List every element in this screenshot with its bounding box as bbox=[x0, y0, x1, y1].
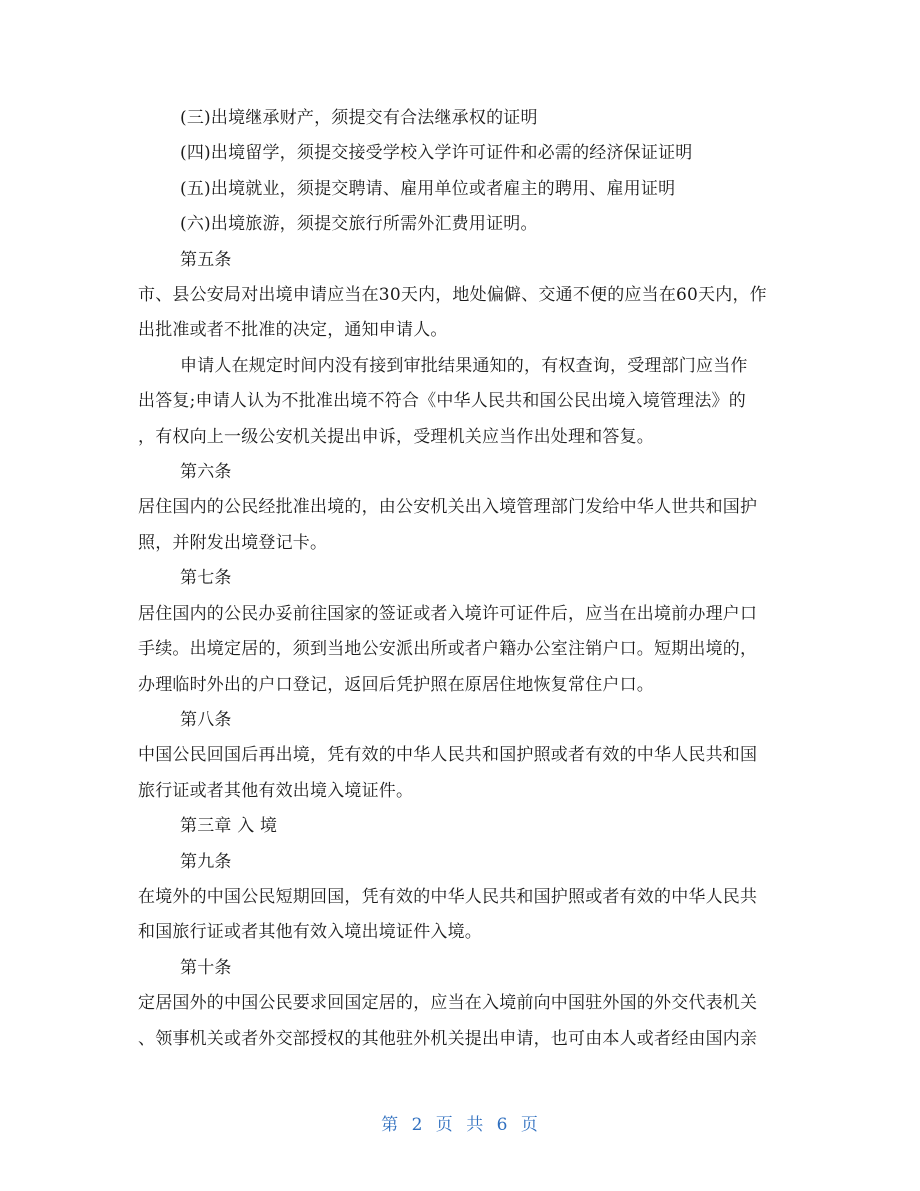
text-line: 、领事机关或者外交部授权的其他驻外机关提出申请，也可由本人或者经由国内亲 bbox=[138, 1028, 758, 1049]
text-line: 旅行证或者其他有效出境入境证件。 bbox=[138, 780, 414, 801]
footer-ye2: 页 bbox=[520, 1115, 539, 1135]
text-line: 在境外的中国公民短期回国，凭有效的中华人民共和国护照或者有效的中华人民共 bbox=[138, 886, 758, 907]
text-line: (六)出境旅游，须提交旅行所需外汇费用证明。 bbox=[180, 214, 538, 235]
text-line: 中国公民回国后再出境，凭有效的中华人民共和国护照或者有效的中华人民共和国 bbox=[138, 745, 758, 766]
text-line: 定居国外的中国公民要求回国定居的，应当在入境前向中国驻外国的外交代表机关 bbox=[138, 993, 758, 1014]
text-line: 第十条 bbox=[180, 957, 232, 978]
text-line: 出批准或者不批准的决定，通知申请人。 bbox=[138, 320, 448, 341]
footer-ye: 页 bbox=[435, 1115, 454, 1135]
text-line: 第五条 bbox=[180, 249, 232, 270]
text-line: 市、县公安局对出境申请应当在30天内，地处偏僻、交通不便的应当在60天内，作 bbox=[138, 285, 767, 306]
text-line: 照，并附发出境登记卡。 bbox=[138, 532, 328, 553]
text-line: 居住国内的公民办妥前往国家的签证或者入境许可证件后，应当在出境前办理户口 bbox=[138, 603, 758, 624]
footer-total-pages: 6 bbox=[496, 1115, 509, 1135]
text-line: 第八条 bbox=[180, 709, 232, 730]
text-line: 手续。出境定居的，须到当地公安派出所或者户籍办公室注销户口。短期出境的， bbox=[138, 639, 758, 660]
text-line: (五)出境就业，须提交聘请、雇用单位或者雇主的聘用、雇用证明 bbox=[180, 178, 676, 199]
text-line: 申请人在规定时间内没有接到审批结果通知的，有权查询，受理部门应当作 bbox=[180, 355, 748, 376]
text-line: (三)出境继承财产，须提交有合法继承权的证明 bbox=[180, 108, 538, 128]
page-footer bbox=[0, 1110, 920, 1135]
footer-page-number: 2 bbox=[411, 1115, 424, 1135]
text-line: ，有权向上一级公安机关提出申诉，受理机关应当作出处理和答复。 bbox=[138, 426, 654, 447]
text-line: 和国旅行证或者其他有效入境出境证件入境。 bbox=[138, 922, 482, 943]
text-line: 居住国内的公民经批准出境的，由公安机关出入境管理部门发给中华人世共和国护 bbox=[138, 497, 758, 518]
text-line: (四)出境留学，须提交接受学校入学许可证件和必需的经济保证证明 bbox=[180, 143, 693, 164]
footer-di: 第 bbox=[381, 1115, 400, 1135]
document-body bbox=[138, 101, 788, 1057]
text-line: 第七条 bbox=[180, 568, 232, 589]
footer-gong: 共 bbox=[466, 1115, 485, 1135]
text-line: 第六条 bbox=[180, 462, 232, 483]
text-line: 第九条 bbox=[180, 851, 232, 872]
text-line: 办理临时外出的户口登记，返回后凭护照在原居住地恢复常住户口。 bbox=[138, 674, 654, 695]
text-line: 第三章 入 境 bbox=[180, 816, 278, 837]
text-line: 出答复;申请人认为不批准出境不符合《中华人民共和国公民出境入境管理法》的 bbox=[138, 391, 746, 412]
